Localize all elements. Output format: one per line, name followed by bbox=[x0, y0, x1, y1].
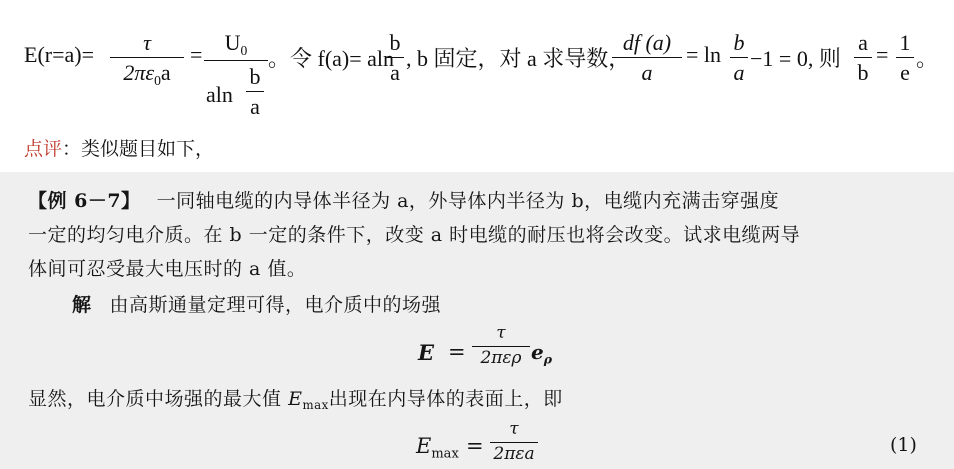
emax-lhs bbox=[416, 434, 459, 462]
fraction-tau-over-2pi-eps-a bbox=[490, 420, 538, 464]
example-line-3: 体间可忍受最大电压时的 a 值。 bbox=[28, 258, 307, 280]
solution-line bbox=[72, 290, 441, 317]
fraction-a-over-b bbox=[854, 30, 872, 86]
fraction-numerator: τ bbox=[509, 419, 519, 439]
remark-line bbox=[24, 134, 214, 161]
subscript: 0 bbox=[154, 73, 161, 89]
example-line-1 bbox=[28, 186, 779, 213]
emax-symbol: E bbox=[288, 388, 303, 410]
fraction-1-over-e bbox=[896, 30, 914, 86]
subscript: max bbox=[431, 446, 459, 462]
fraction-denominator: a bbox=[733, 60, 745, 86]
text-define-f: 。令 f(a)= aln bbox=[268, 46, 395, 71]
subscript: 0 bbox=[240, 42, 248, 58]
aln-label: aln bbox=[206, 82, 233, 107]
max-field-text-tail: 出现在内导体的表面上，即 bbox=[328, 388, 563, 410]
equals-sign: = bbox=[448, 340, 466, 364]
text-derivative: , b 固定，对 a 求导数， bbox=[406, 46, 631, 71]
fraction-denominator: 2περ bbox=[480, 347, 522, 368]
equals-sign: = bbox=[466, 434, 484, 458]
unit-vector-e-rho bbox=[531, 340, 552, 366]
fraction-denominator: 2πεa bbox=[493, 443, 535, 464]
unit-vector: e bbox=[531, 340, 544, 364]
textbook-excerpt-image bbox=[0, 172, 954, 469]
fraction-denominator: a bbox=[390, 60, 400, 86]
fraction-b-over-a bbox=[386, 30, 404, 86]
example-tag: 【例 6－7】 bbox=[28, 190, 141, 212]
fraction-denominator: a bbox=[250, 94, 260, 120]
subscript: ρ bbox=[543, 351, 552, 367]
field-E: E bbox=[418, 340, 435, 365]
period: 。 bbox=[916, 46, 939, 71]
example-text: 一同轴电缆的内导体半径为 a，外导体内半径为 b，电缆内充满击穿强度 bbox=[156, 190, 780, 212]
fraction-numerator: 1 bbox=[899, 30, 911, 55]
equation-number: (1) bbox=[890, 434, 917, 456]
fraction-numerator: U bbox=[224, 30, 241, 55]
fraction-numerator: df (a) bbox=[622, 30, 672, 55]
subscript: max bbox=[302, 398, 329, 413]
solution-text: 由高斯通量定理可得，电介质中的场强 bbox=[109, 294, 442, 316]
max-field-text: 显然，电介质中场强的最大值 bbox=[28, 388, 282, 410]
fraction-tau-over-2pi-eps0-a bbox=[110, 30, 184, 89]
fraction-b-over-a bbox=[246, 64, 264, 120]
fraction-denominator-tail: a bbox=[160, 60, 171, 86]
fraction-denominator: a bbox=[641, 60, 653, 86]
fraction-denominator: b bbox=[857, 60, 869, 86]
text-then: −1 = 0, 则 bbox=[750, 46, 841, 71]
fraction-b-over-a bbox=[730, 30, 748, 86]
remark-text: ：类似题目如下， bbox=[62, 139, 215, 160]
fraction-numerator: b bbox=[733, 30, 745, 55]
solution-label: 解 bbox=[72, 294, 92, 316]
fraction-numerator: τ bbox=[143, 30, 151, 55]
example-line-2: 一定的均匀电介质。在 b 一定的条件下，改变 a 时电缆的耐压也将会改变。试求电缆两导 bbox=[28, 224, 801, 246]
max-field-line bbox=[28, 384, 563, 412]
equals-sign: = bbox=[190, 42, 203, 67]
equals-ln: = ln bbox=[686, 42, 722, 67]
remark-label: 点评 bbox=[24, 139, 63, 160]
fraction-numerator: a bbox=[858, 30, 868, 55]
fraction-numerator: b bbox=[389, 30, 401, 55]
fraction-tau-over-2pi-eps-rho bbox=[472, 324, 530, 368]
emax-symbol: E bbox=[416, 434, 432, 458]
fraction-denominator: 2πε bbox=[123, 60, 155, 86]
fraction-numerator: τ bbox=[496, 323, 506, 343]
e-lhs: E(r=a)= bbox=[24, 42, 94, 67]
fraction-numerator: b bbox=[249, 64, 261, 89]
equals-sign: = bbox=[876, 42, 889, 67]
fraction-dfa-over-a bbox=[612, 30, 682, 86]
fraction-denominator: e bbox=[900, 60, 910, 86]
